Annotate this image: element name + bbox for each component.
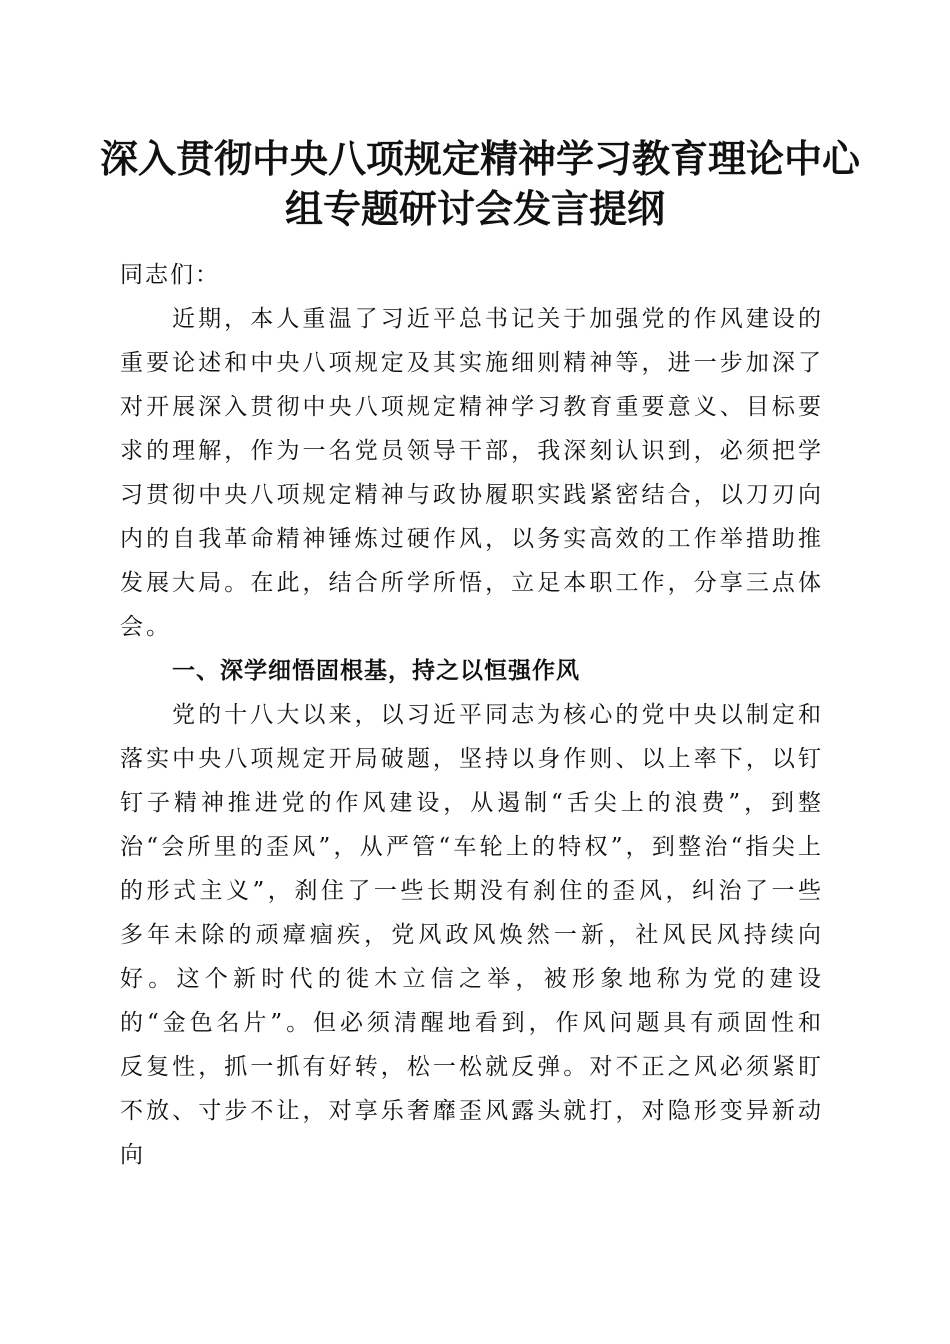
- title-line-1: 深入贯彻中央八项规定精神学习教育理论中心: [100, 136, 861, 181]
- document-body: [120, 253, 824, 1177]
- salutation: 同志们：: [120, 262, 220, 288]
- section-1-paragraph: 党的十八大以来，以习近平同志为核心的党中央以制定和落实中央八项规定开局破题，坚持以身作则、以上率下，以钉钉子精神推进党的作风建设，从遏制“舌尖上的浪费”，到整治“会所里的歪风”，从严管“车轮上的特权”，到整治“指尖上的形式主义”，刹住了一些长期没有刹住的歪风，纠治了一些多年未除的顽瘴痼疾，党风政风焕然一新，社风民风持续向好。这个新时代的徙木立信之举，被形象地称为党的建设的“金色名片”。但必须清醒地看到，作风问题具有顽固性和反复性，抓一抓有好转，松一松就反弹。对不正之风必须紧盯不放、寸步不让，对享乐奢靡歪风露头就打，对隐形变异新动向: [120, 702, 824, 1168]
- title-line-2: 组专题研讨会发言提纲: [284, 186, 665, 231]
- document-title: [100, 134, 861, 234]
- section-heading-1: 一、深学细悟固根基，持之以恒强作风: [172, 658, 580, 684]
- intro-paragraph: 近期，本人重温了习近平总书记关于加强党的作风建设的重要论述和中央八项规定及其实施细则精神等，进一步加深了对开展深入贯彻中央八项规定精神学习教育重要意义、目标要求的理解，作为一名党员领导干部，我深刻认识到，必须把学习贯彻中央八项规定精神与政协履职实践紧密结合，以刀刃向内的自我革命精神锤炼过硬作风，以务实高效的工作举措助推发展大局。在此，结合所学所悟，立足本职工作，分享三点体会。: [120, 306, 824, 640]
